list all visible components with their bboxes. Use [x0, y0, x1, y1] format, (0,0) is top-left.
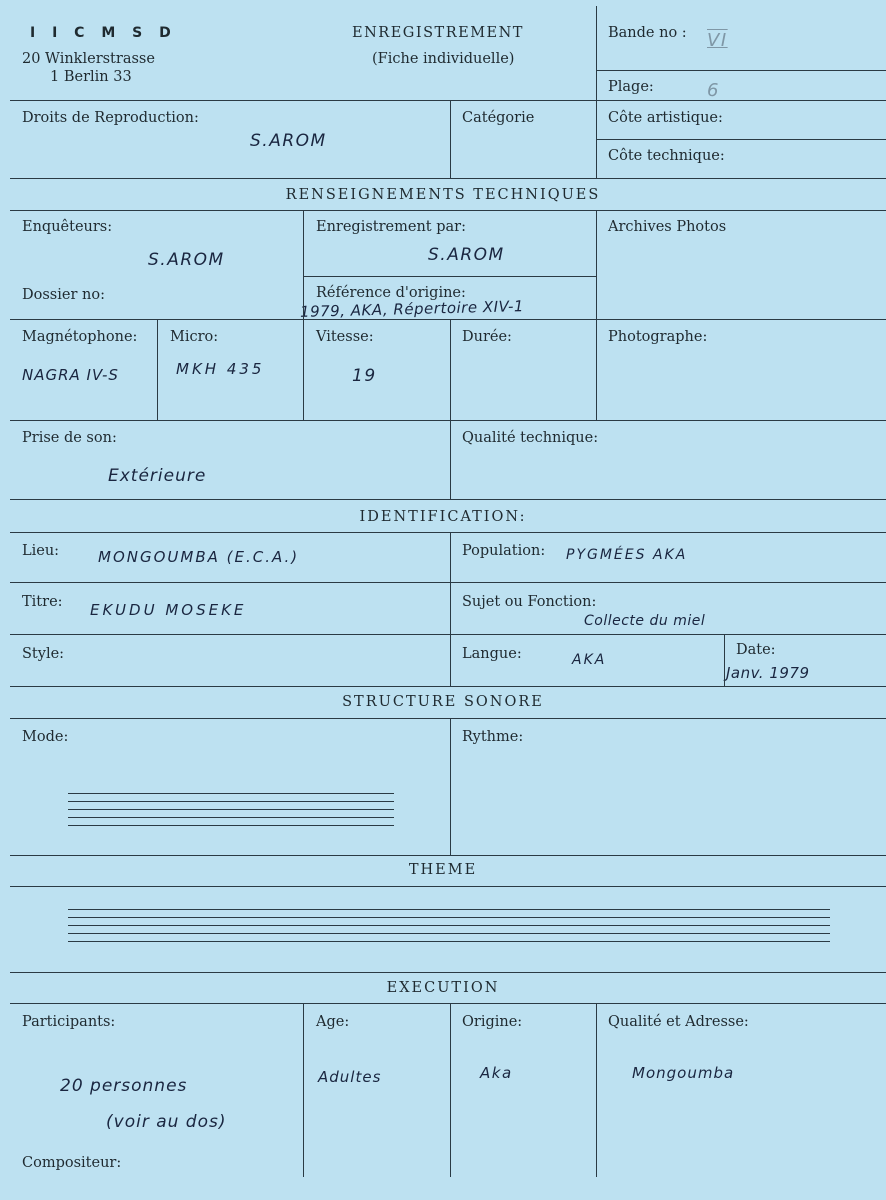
plage-value: 6 — [707, 80, 720, 101]
theme-title-rule — [10, 886, 886, 887]
execution-divider-a — [303, 1003, 304, 1177]
address-line-1: 20 Winklerstrasse — [22, 51, 155, 67]
titre-value: EKUDU MOSEKE — [90, 601, 247, 619]
bande-plage-divider — [596, 70, 886, 71]
tech-row2-rule — [10, 420, 886, 421]
structure-bottom-rule — [10, 855, 886, 856]
structure-divider — [450, 718, 451, 855]
magnetophone-label: Magnétophone: — [22, 329, 138, 345]
date-value: Janv. 1979 — [726, 664, 810, 682]
participants-label: Participants: — [22, 1014, 116, 1030]
tech-row-rule — [10, 319, 886, 320]
titre-label: Titre: — [22, 594, 63, 610]
cote-technique-label: Côte technique: — [608, 148, 725, 164]
tech-divider-d — [450, 319, 451, 420]
enqueteurs-value: S.AROM — [148, 250, 225, 270]
categorie-label: Catégorie — [462, 110, 535, 126]
reference-label: Référence d'origine: — [316, 285, 466, 301]
tech-divider-c — [157, 319, 158, 420]
dossier-label: Dossier no: — [22, 287, 105, 303]
date-label: Date: — [736, 642, 776, 658]
mode-label: Mode: — [22, 729, 69, 745]
identification-section-title: IDENTIFICATION: — [359, 509, 527, 525]
qualite-technique-label: Qualité technique: — [462, 430, 599, 446]
enregistrement-divider — [303, 276, 596, 277]
qualite-adresse-value: Mongoumba — [632, 1064, 735, 1082]
tech-divider-a — [303, 210, 304, 420]
population-value: PYGMÉES AKA — [566, 547, 688, 563]
structure-title-rule — [10, 718, 886, 719]
participants-value-line2: (voir au dos) — [106, 1112, 227, 1132]
sujet-label: Sujet ou Fonction: — [462, 594, 597, 610]
technical-section-title: RENSEIGNEMENTS TECHNIQUES — [285, 187, 601, 203]
header-divider — [596, 6, 597, 100]
technical-title-rule — [10, 210, 886, 211]
droits-label: Droits de Reproduction: — [22, 110, 199, 126]
prise-label: Prise de son: — [22, 430, 117, 446]
execution-section-title: EXECUTION — [386, 980, 500, 996]
date-divider — [724, 634, 725, 686]
qualite-adresse-label: Qualité et Adresse: — [608, 1014, 749, 1030]
plage-label: Plage: — [608, 79, 654, 95]
duree-label: Durée: — [462, 329, 512, 345]
form-subtitle: (Fiche individuelle) — [372, 51, 515, 67]
cote-artistique-label: Côte artistique: — [608, 110, 723, 126]
bande-value: VI — [707, 30, 728, 51]
enregistrement-par-value: S.AROM — [428, 245, 505, 265]
lieu-label: Lieu: — [22, 543, 60, 559]
rights-rule — [10, 178, 886, 179]
vitesse-value: 19 — [352, 366, 377, 386]
micro-value: MKH 435 — [176, 360, 265, 378]
rythme-label: Rythme: — [462, 729, 524, 745]
age-value: Adultes — [318, 1068, 382, 1086]
reference-value: 1979, AKA, Répertoire XIV-1 — [299, 297, 525, 321]
identification-title-rule — [10, 532, 886, 533]
droits-value: S.AROM — [250, 131, 327, 151]
tech-divider-e — [450, 420, 451, 499]
langue-value: AKA — [572, 652, 607, 668]
form-title: ENREGISTREMENT — [352, 25, 524, 41]
theme-section-title: THEME — [408, 862, 478, 878]
style-label: Style: — [22, 646, 65, 662]
enqueteurs-label: Enquêteurs: — [22, 219, 113, 235]
population-label: Population: — [462, 543, 546, 559]
tech-bottom-rule — [10, 499, 886, 500]
theme-bottom-rule — [10, 972, 886, 973]
compositeur-label: Compositeur: — [22, 1155, 122, 1171]
identification-divider — [450, 532, 451, 686]
lieu-value: MONGOUMBA (E.C.A.) — [98, 548, 300, 566]
vitesse-label: Vitesse: — [316, 329, 374, 345]
lieu-rule — [10, 582, 886, 583]
execution-title-rule — [10, 1003, 886, 1004]
titre-rule — [10, 634, 886, 635]
org-name: I I C M S D — [30, 25, 177, 41]
header-rule — [10, 100, 886, 101]
execution-divider-b — [450, 1003, 451, 1177]
sujet-value: Collecte du miel — [584, 613, 706, 629]
tech-divider-b — [596, 210, 597, 420]
micro-label: Micro: — [170, 329, 219, 345]
execution-divider-c — [596, 1003, 597, 1177]
prise-value: Extérieure — [108, 466, 207, 486]
photographe-label: Photographe: — [608, 329, 708, 345]
bande-label: Bande no : — [608, 25, 687, 41]
age-label: Age: — [316, 1014, 350, 1030]
langue-label: Langue: — [462, 646, 522, 662]
rights-divider-1 — [450, 100, 451, 178]
archives-photos-label: Archives Photos — [608, 219, 727, 235]
cote-divider — [596, 139, 886, 140]
address-line-2: 1 Berlin 33 — [50, 69, 132, 85]
identification-bottom-rule — [10, 686, 886, 687]
participants-value-line1: 20 personnes — [60, 1076, 188, 1096]
enregistrement-par-label: Enregistrement par: — [316, 219, 466, 235]
structure-section-title: STRUCTURE SONORE — [342, 694, 544, 710]
origine-label: Origine: — [462, 1014, 523, 1030]
origine-value: Aka — [480, 1064, 513, 1082]
magnetophone-value: NAGRA IV-S — [22, 366, 119, 384]
